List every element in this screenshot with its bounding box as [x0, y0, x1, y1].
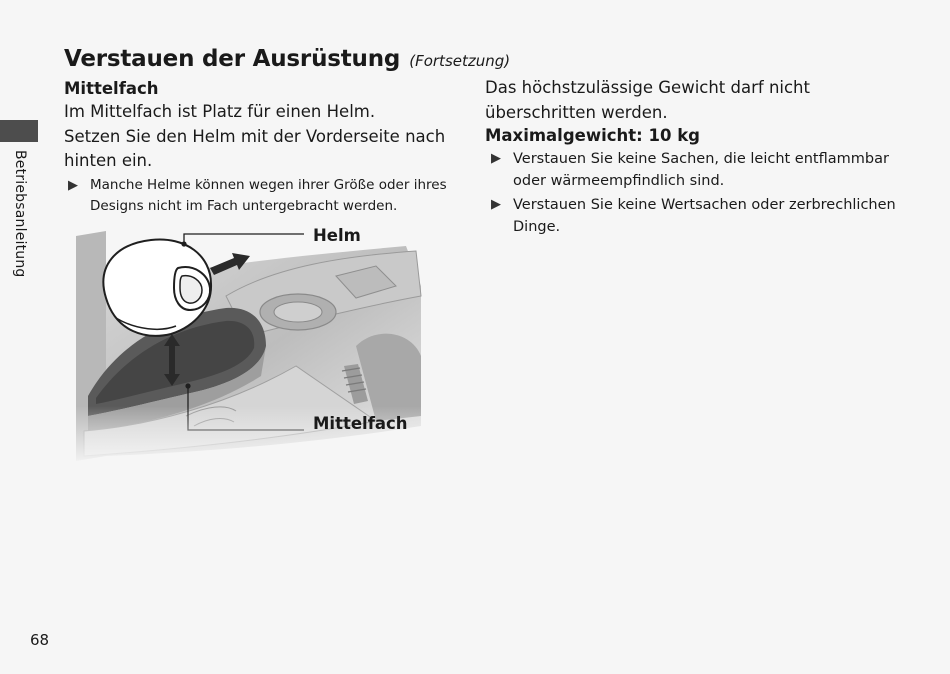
weight-limit-text: Das höchstzulässige Gewicht darf nicht überschritten werden.	[485, 78, 810, 122]
section-side-label: Betriebsanleitung	[12, 150, 28, 278]
left-column	[64, 78, 454, 217]
max-weight-heading: Maximalgewicht: 10 kg	[485, 126, 700, 145]
title-main: Verstauen der Ausrüstung	[64, 46, 401, 72]
helmet-compartment-illustration	[76, 226, 424, 466]
valuables-note-text: Verstauen Sie keine Wertsachen oder zerbrechlichen Dinge.	[513, 197, 896, 235]
flammable-note	[485, 148, 925, 192]
triangle-bullet-icon: ▶	[491, 151, 501, 166]
title-continuation: (Fortsetzung)	[409, 52, 511, 70]
placement-text: Setzen Sie den Helm mit der Vorderseite nach hinten ein.	[64, 126, 446, 170]
page-number: 68	[30, 631, 50, 649]
helmet-callout-label: Helm	[313, 226, 361, 245]
capacity-text: Im Mittelfach ist Platz für einen Helm.	[64, 102, 376, 121]
triangle-bullet-icon: ▶	[491, 197, 501, 212]
compartment-heading: Mittelfach	[64, 79, 159, 98]
flammable-note-text: Verstauen Sie keine Sachen, die leicht entflammbar oder wärmeempfindlich sind.	[513, 151, 889, 189]
triangle-bullet-icon: ▶	[68, 177, 78, 193]
section-tab-marker	[0, 120, 38, 142]
helmet-size-note-text: Manche Helme können wegen ihrer Größe oder ihres Designs nicht im Fach untergebracht werden.	[90, 176, 447, 214]
compartment-callout-label: Mittelfach	[313, 414, 408, 433]
valuables-note	[485, 194, 925, 238]
right-column	[485, 76, 925, 238]
helmet-size-note	[64, 175, 454, 217]
page-title	[64, 46, 510, 72]
